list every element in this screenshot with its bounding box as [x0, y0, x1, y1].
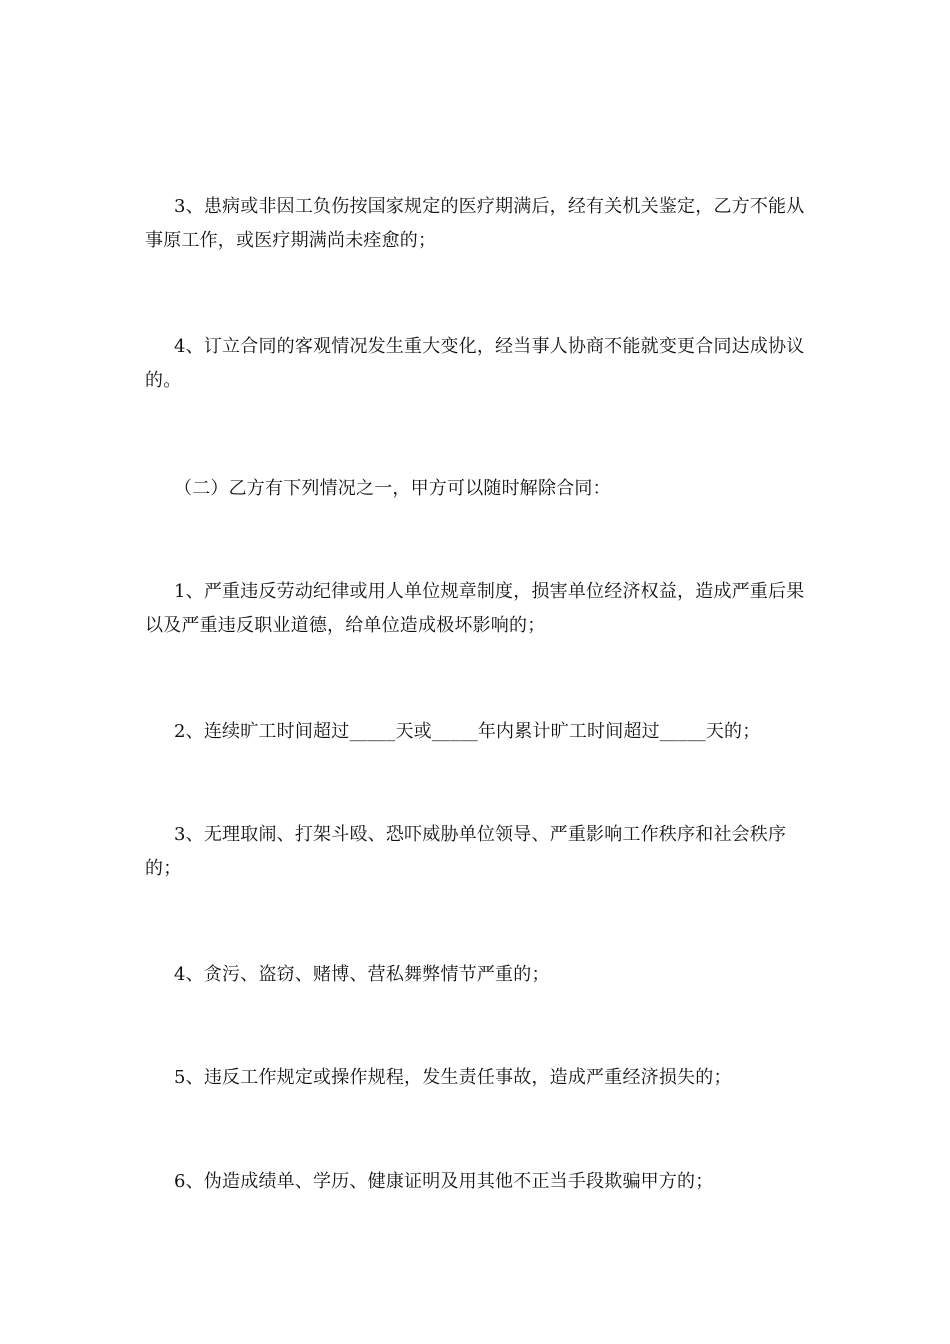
section-2-heading: （二）乙方有下列情况之一，甲方可以随时解除合同：	[174, 478, 611, 499]
clause-6-fraud: 6、伪造成绩单、学历、健康证明及用其他不正当手段欺骗甲方的；	[174, 1171, 714, 1192]
clause-3-disruption: 3、无理取闹、打架斗殴、恐吓威胁单位领导、严重影响工作秩序和社会秩序的；	[145, 824, 787, 879]
clause-4-circumstance-change: 4、订立合同的客观情况发生重大变化，经当事人协商不能就变更合同达成协议的。	[145, 336, 805, 391]
clause-5-violation: 5、违反工作规定或操作规程，发生责任事故，造成严重经济损失的；	[174, 1067, 732, 1088]
clause-3-illness: 3、患病或非因工负伤按国家规定的医疗期满后，经有关机关鉴定，乙方不能从事原工作，或医疗期满尚未痊愈的；	[145, 196, 805, 251]
clause-2-absenteeism: 2、连续旷工时间超过_____天或_____年内累计旷工时间超过_____天的；	[174, 721, 761, 742]
clause-4-misconduct: 4、贪污、盗窃、赌博、营私舞弊情节严重的；	[174, 964, 550, 985]
clause-1-discipline: 1、严重违反劳动纪律或用人单位规章制度，损害单位经济权益，造成严重后果以及严重违反职业道德，给单位造成极坏影响的；	[145, 581, 805, 636]
